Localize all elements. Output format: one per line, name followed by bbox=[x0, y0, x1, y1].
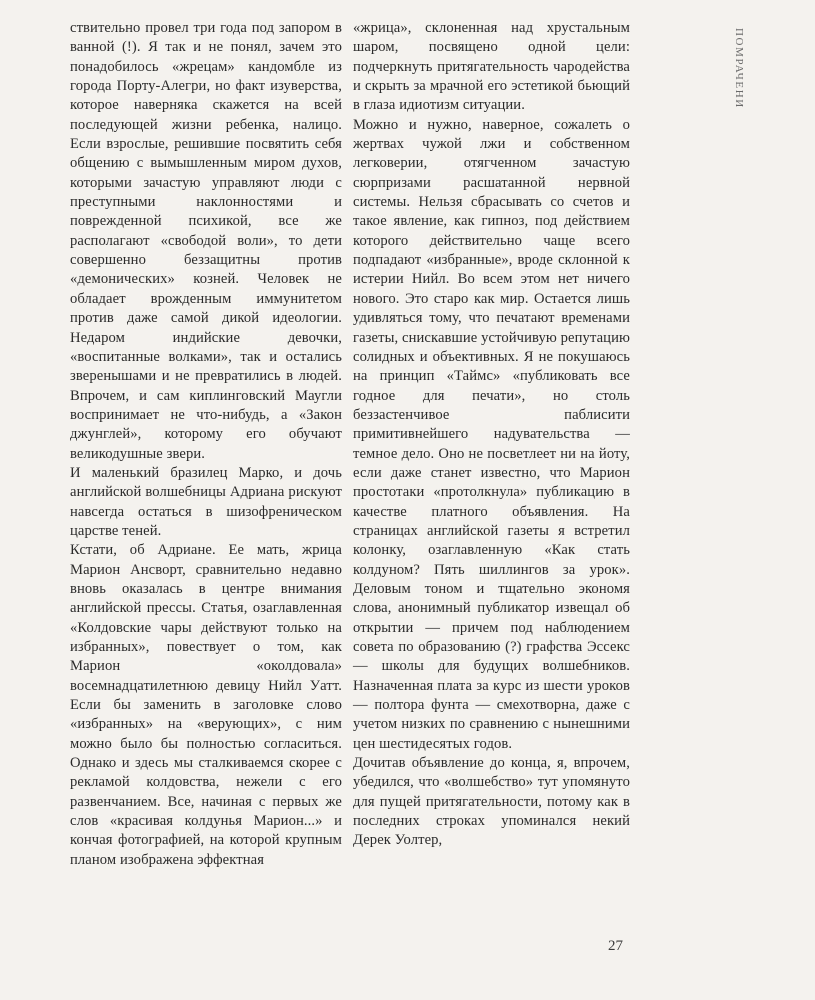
paragraph: Кстати, об Адриане. Ее мать, жрица Марион Ансворт, сравнительно недавно вновь оказалась в центре внимания английской прессы. Статья, озаглавленная «Колдовские чары действуют только на избранных», повествует о том, как Марион «околдовала» восемнадцатилетнюю девицу Нийл Уатт. Если бы заменить в заголовке слово «избранных» на «верующих», с ним можно было бы полностью согласиться. Однако и здесь мы сталкиваемся скорее с рекламой колдовства, нежели с его развенчанием. Все, начиная с первых же слов «красивая колдунья Марион...» и кончая фотографией, на которой крупным планом изображена эффектная bbox=[70, 542, 342, 868]
paragraph: ствительно провел три года под запором в ванной (!). Я так и не понял, зачем это понадобилось «жрецам» кандомбле из города Порту-Алегри, но факт изуверства, которое наверняка скажется на всей последующей жизни ребенка, налицо. Если взрослые, решившие посвятить себя общению с вымышленным миром духов, которыми зачастую управляют люди с преступными наклонностями и поврежденной психикой, все же располагают «свободой воли», то дети совершенно беззащитны против «демонических» козней. Человек не обладает врожденным иммунитетом против даже самой дикой идеологии. Недаром индийские девочки, «воспитанные волками», так и остались зверенышами и не превратились в людей. Впрочем, и сам киплинговский Маугли воспринимает не что-нибудь, а «Закон джунглей», которому его обучают великодушные звери. bbox=[70, 20, 342, 462]
paragraph: И маленький бразилец Марко, и дочь английской волшебницы Адриана рискуют навсегда остаться в шизофреническом царстве теней. bbox=[70, 464, 342, 539]
left-text-column bbox=[70, 19, 342, 870]
paragraph: Можно и нужно, наверное, сожалеть о жертвах чужой лжи и собственном легковерии, отягченном зачастую сюрпризами расшатанной нервной системы. Нельзя сбрасывать со счетов и такое явление, как гипноз, под действием которого действительно чаще всего подпадают «избранные», вроде склонной к истерии Нийл. Во всем этом нет ничего нового. Это старо как мир. Остается лишь удивляться тому, что печатают временами газеты, снискавшие устойчивую репутацию солидных и объективных. Я не покушаюсь на принцип «Таймс» «публиковать все годное для печати», но столь беззастенчивое паблисити примитивнейшего надувательства — темное дело. Оно не посветлеет ни на йоту, если даже станет известно, что Марион простотаки «протолкнула» публикацию в качестве платного объявления. На страницах английской газеты я встретил колонку, озаглавленную «Как стать колдуном? Пять шиллингов за урок». Деловым тоном и тщательно экономя слова, анонимный публикатор извещал об открытии — причем под наблюдением совета по образованию (?) графства Эссекс — школы для будущих волшебников. Назначенная плата за курс из шести уроков — полтора фунта — смехотворна, даже с учетом низких по сравнению с нынешними цен шестидесятых годов. bbox=[353, 116, 630, 752]
right-text-column bbox=[353, 19, 630, 851]
running-head: ПОМРАЧЕНИ bbox=[733, 28, 745, 109]
page-number: 27 bbox=[608, 938, 623, 954]
paragraph: Дочитав объявление до конца, я, впрочем, убедился, что «волшебство» тут упомянуто для пущей притягательности, потому как в последних строках упоминался некий Дерек Уолтер, bbox=[353, 755, 630, 849]
paragraph: «жрица», склоненная над хрустальным шаром, посвящено одной цели: подчеркнуть притягательность чародейства и скрыть за мрачной его эстетикой бьющий в глаза идиотизм ситуации. bbox=[353, 20, 630, 114]
